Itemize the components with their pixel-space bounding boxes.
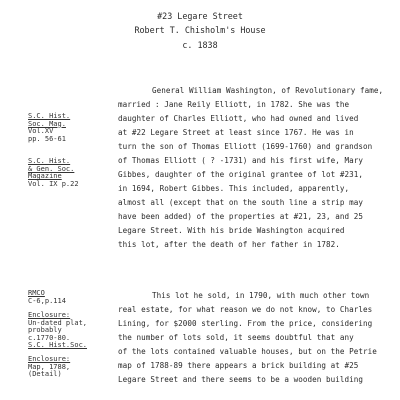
body-line: almost all (except that on the south line a strip may — [118, 198, 363, 207]
margin-line: S.C. Hist. — [28, 157, 71, 165]
body-line: Legare Street. With his bride Washington acquired — [118, 226, 345, 235]
address-heading: #23 Legare Street — [157, 11, 243, 21]
body-line: daughter of Charles Elliott, who had owned and lived — [118, 114, 359, 123]
margin-line: S.C. Hist. — [28, 112, 71, 120]
body-line: Gibbes, daughter of the original grantee of lot #231, — [118, 170, 363, 179]
body-line: at #22 Legare Street at least since 1767. He was in — [118, 128, 354, 137]
body-line: in 1694, Robert Gibbes. This included, apparently, — [118, 184, 350, 193]
margin-line: RMCO — [28, 289, 45, 297]
margin-line: Map, 1788, — [28, 362, 71, 371]
margin-line: S.C. Hist.Soc. — [28, 341, 88, 350]
body-line: of the lots contained valuable houses, but on the Petrie — [118, 347, 377, 356]
date-heading: c. 1838 — [182, 40, 218, 50]
margin-line: Enclosure: — [28, 311, 71, 319]
body-line: turn the son of Thomas Elliott (1699-1760) and grandson — [118, 142, 373, 151]
body-line: General William Washington, of Revolutionary fame, — [152, 86, 384, 95]
margin-line: & Gen. Soc. — [28, 164, 75, 173]
margin-line: C-6,p.114 — [28, 296, 66, 305]
margin-citation — [28, 158, 79, 188]
body-line: married : Jane Reily Elliott, in 1782. She was the — [118, 100, 350, 109]
margin-line: Magazine — [28, 172, 62, 181]
margin-line: (Detail) — [28, 370, 62, 379]
body-line: Legare Street and there seems to be a wooden building — [118, 375, 363, 384]
body-line: have been added) of the properties at #21, 23, and 25 — [118, 212, 363, 221]
body-line: this lot, after the death of her father in 1782. — [118, 240, 340, 249]
margin-line: Un-dated plat, — [28, 318, 88, 327]
margin-citation — [28, 312, 87, 350]
margin-line: Vol.XV — [28, 127, 54, 136]
body-line: This lot he sold, in 1790, with much other town — [152, 291, 370, 300]
margin-line: Enclosure: — [28, 355, 71, 363]
margin-line: Soc. Mag. — [28, 119, 66, 128]
body-line: map of 1788-89 there appears a brick building at #25 — [118, 361, 359, 370]
margin-line: pp. 56-61 — [28, 134, 66, 143]
margin-citation — [28, 356, 70, 379]
house-name-heading: Robert T. Chisholm's House — [134, 25, 266, 35]
margin-line: c.1770-80. — [28, 333, 71, 342]
body-line: the number of lots sold, it seems doubtful that any — [118, 333, 354, 342]
margin-citation — [28, 290, 66, 305]
body-line: of Thomas Elliott ( ? -1731) and his first wife, Mary — [118, 156, 363, 165]
margin-line: Vol. IX p.22 — [28, 179, 79, 188]
body-line: Lining, for $2000 sterling. From the price, considering — [118, 319, 373, 328]
body-line: real estate, for what reason we do not know, to Charles — [118, 305, 373, 314]
margin-citation — [28, 113, 70, 143]
margin-line: probably — [28, 326, 62, 335]
